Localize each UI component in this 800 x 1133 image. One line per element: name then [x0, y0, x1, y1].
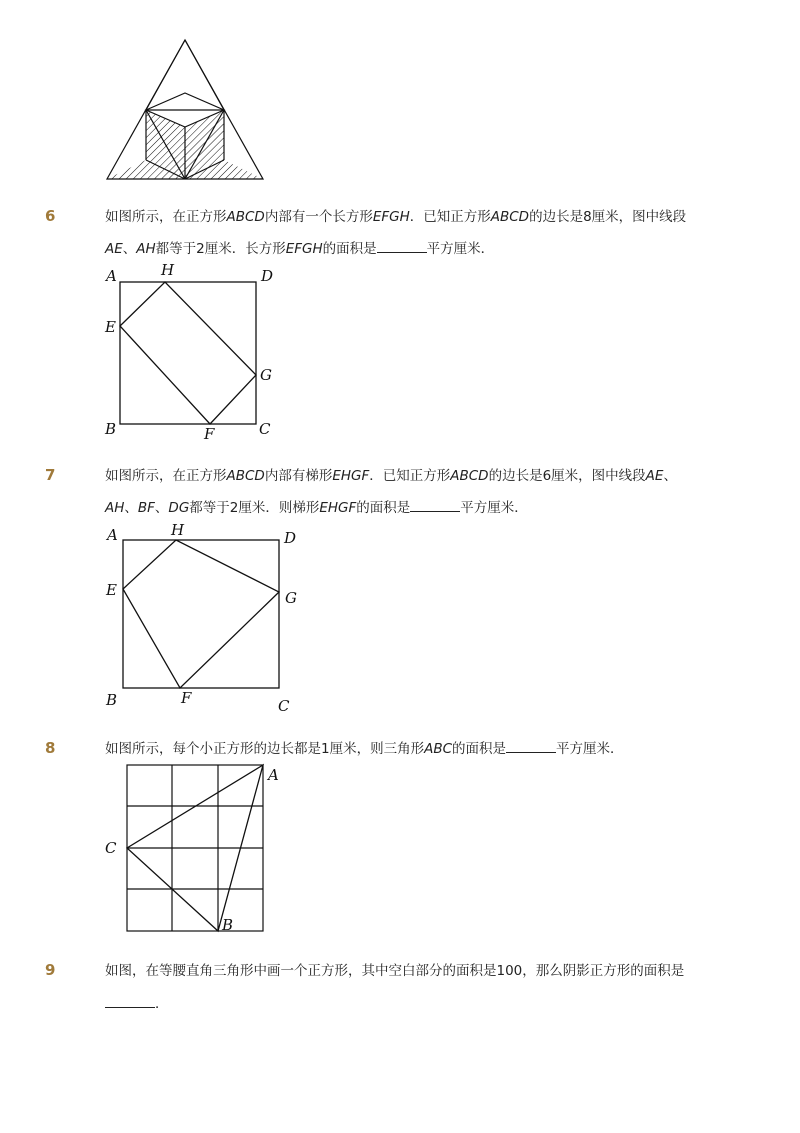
question-8-line-1: [105, 740, 624, 758]
q6-text: 的面积是: [322, 241, 377, 257]
vertex-label: G: [285, 589, 297, 607]
vertex-label: F: [181, 689, 192, 707]
q6-label: ABCD: [226, 209, 265, 225]
question-number-9: 9: [45, 961, 56, 979]
q7-text: 的边长是6厘米，图中线段: [488, 468, 646, 484]
vertex-label: A: [106, 267, 117, 285]
q7-label: BF: [137, 500, 155, 516]
q6-text: 、: [122, 241, 137, 257]
figure-lines: [107, 40, 263, 179]
question-8-grid-figure: [100, 760, 290, 938]
vertex-label: G: [260, 366, 272, 384]
vertex-label: D: [284, 529, 297, 547]
q8-label: ABC: [424, 741, 453, 757]
q6-label: ABCD: [490, 209, 530, 225]
vertex-label: D: [261, 267, 274, 285]
vertex-label: C: [259, 420, 271, 438]
answer-blank[interactable]: [377, 240, 427, 253]
vertex-label: E: [105, 318, 116, 336]
q7-text: 都等于2厘米．则梯形: [189, 500, 320, 516]
triangle-cube-figure: [100, 35, 270, 185]
question-6-line-1: [105, 208, 686, 226]
q9-text: ．: [155, 996, 169, 1012]
question-7-figure: [100, 520, 310, 718]
vertex-label: B: [222, 916, 234, 934]
q7-label: DG: [168, 500, 190, 516]
vertex-label: B: [106, 691, 118, 709]
q6-text: 的边长是8厘米，图中线段: [529, 209, 687, 225]
q7-text: ．已知正方形: [369, 468, 451, 484]
answer-blank[interactable]: [410, 499, 460, 512]
q7-text: 、: [124, 500, 138, 516]
answer-blank[interactable]: [105, 995, 155, 1008]
q7-text: 、: [663, 468, 677, 484]
q7-text: 如图所示，在正方形: [105, 468, 227, 484]
vertex-label: A: [107, 526, 118, 544]
q8-text: 的面积是: [452, 741, 507, 757]
q6-label: AE: [105, 241, 123, 257]
vertex-label: F: [204, 425, 215, 443]
q8-text: 如图所示，每个小正方形的边长都是1厘米，则三角形: [105, 741, 425, 757]
question-number-7: 7: [45, 466, 56, 484]
q8-text: 平方厘米．: [556, 741, 624, 757]
rectangle-efgh: [120, 282, 256, 424]
question-6-line-2: [105, 240, 494, 258]
q9-text: 如图，在等腰直角三角形中画一个正方形，其中空白部分的面积是100，那么阴影正方形的面积是: [105, 963, 685, 979]
q6-label: EFGH: [285, 241, 323, 257]
grid: [127, 765, 263, 931]
q7-text: 内部有梯形: [264, 468, 333, 484]
q7-label: ABCD: [226, 468, 265, 484]
question-6-figure: [100, 262, 280, 444]
answer-blank[interactable]: [506, 740, 556, 753]
q7-label: AH: [105, 500, 125, 516]
vertex-label: C: [105, 839, 117, 857]
question-number-6: 6: [45, 207, 56, 225]
vertex-label: E: [106, 581, 117, 599]
question-9-line-1: [105, 962, 684, 980]
q6-label: EFGH: [372, 209, 410, 225]
vertex-label: A: [268, 766, 279, 784]
q7-label: EHGF: [319, 500, 357, 516]
q6-text: ．已知正方形: [409, 209, 491, 225]
question-7-line-1: [105, 467, 677, 485]
question-9-line-2: [105, 995, 169, 1013]
q7-label: AE: [645, 468, 664, 484]
q6-text: 如图所示，在正方形: [105, 209, 227, 225]
q6-text: 都等于2厘米．长方形: [155, 241, 286, 257]
q7-label: ABCD: [450, 468, 489, 484]
square-abcd: [120, 282, 256, 424]
q6-text: 平方厘米．: [426, 241, 495, 257]
q6-label: AH: [136, 241, 156, 257]
trapezoid-ehgf: [123, 540, 279, 688]
q7-text: 的面积是: [356, 500, 411, 516]
question-7-line-2: [105, 499, 528, 517]
vertex-label: C: [278, 697, 290, 715]
question-number-8: 8: [45, 739, 56, 757]
q7-label: EHGF: [332, 468, 370, 484]
vertex-label: H: [171, 521, 185, 539]
q7-text: 平方厘米．: [460, 500, 528, 516]
q7-text: 、: [154, 500, 169, 516]
vertex-label: B: [105, 420, 117, 438]
vertex-label: H: [161, 262, 175, 279]
q6-text: 内部有一个长方形: [264, 209, 373, 225]
